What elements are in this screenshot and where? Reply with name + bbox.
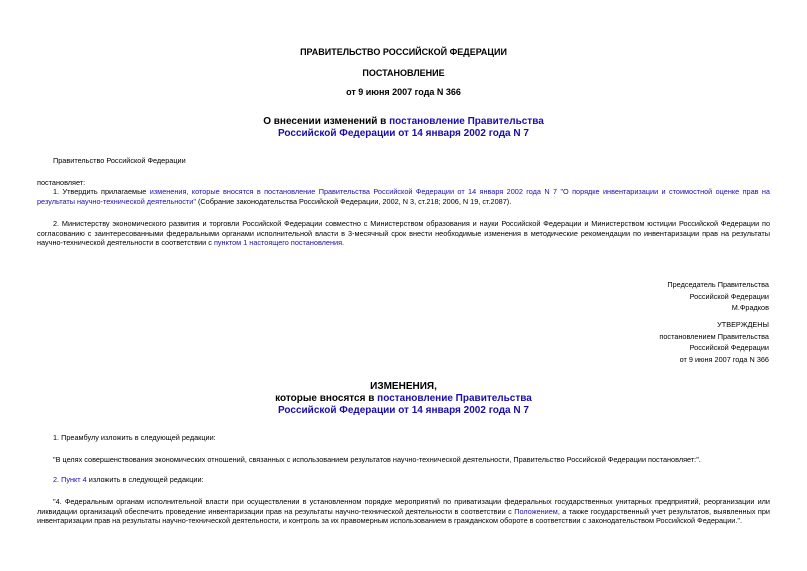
title-link-resolution-date[interactable]: Российской Федерации от 14 января 2002 года N 7 (278, 128, 529, 139)
item2-suffix: изложить в следующей редакции: (86, 475, 204, 484)
document-title (0, 116, 807, 140)
signature-org: Российской Федерации (689, 291, 769, 301)
signature-title: Председатель Правительства (667, 280, 769, 289)
quote2-link-regulation[interactable]: Положением (514, 506, 558, 516)
changes-sub-prefix: которые вносятся в (275, 393, 378, 404)
p2-link-item1[interactable]: пунктом 1 настоящего постановления (213, 238, 343, 248)
p1-suffix: (Собрание законодательства Российской Федерации, 2002, N 3, ст.218; 2006, N 19, ст.2087). (195, 196, 512, 206)
title-prefix: О внесении изменений в (263, 116, 390, 127)
approval-line-2: постановлением Правительства (659, 331, 769, 341)
p2-suffix: . (342, 238, 345, 248)
change-quote-2 (37, 497, 770, 526)
change-quote-1: "В целях совершенствования экономических отношений, связанных с использованием результатов научно-технической деятельности, Правительство Российской Федерации постановляет:". (53, 455, 701, 464)
p1-link-changes[interactable]: изменения, которые вносятся в постановление Правительства Российской Федерации от 14 января 2002 года N 7 "О порядке инвентаризации и стоимостной оценке прав на результаты научно-технической деятельности" (37, 187, 770, 206)
change-item-1: 1. Преамбулу изложить в следующей редакции: (53, 433, 216, 442)
p1-prefix: 1. Утвердить прилагаемые (53, 187, 150, 196)
approval-line-1: УТВЕРЖДЕНЫ (717, 320, 769, 329)
changes-link-resolution-date[interactable]: Российской Федерации от 14 января 2002 года N 7 (278, 405, 529, 416)
quote2-suffix: , а также государственный учет результатов, выявленных при инвентаризации прав на результаты научно-технической деятельности, и контроль за их правомерным использованием в гражданском обороте в соответствии с законодательством Российской Федерации.". (37, 506, 770, 526)
intro-text: Правительство Российской Федерации (53, 156, 186, 165)
paragraph-1 (37, 187, 770, 206)
approval-line-3: Российской Федерации (689, 343, 769, 352)
change-item-2 (53, 475, 204, 485)
changes-heading (0, 381, 807, 417)
doc-date-number: от 9 июня 2007 года N 366 (346, 87, 461, 97)
government-heading: ПРАВИТЕЛЬСТВО РОССИЙСКОЙ ФЕДЕРАЦИИ (300, 47, 507, 57)
changes-link-resolution[interactable]: постановление Правительства (377, 393, 532, 404)
quote2-prefix: "4. Федеральным органам исполнительной власти при осуществлении в установленном порядке мероприятий по приватизации федеральных государственных унитарных предприятий, реорганизации или ликвидации организаций обеспечить проведение инвентаризации прав на результаты научно-технической деятельности в соответствии с (37, 497, 770, 516)
approval-block (659, 319, 769, 365)
signature-block (667, 279, 769, 314)
item2-link-clause4[interactable]: 2. Пункт 4 (53, 475, 87, 484)
p2-prefix: 2. Министерству экономического развития и торговли Российской Федерации совместно с Министерством образования и науки Российской Федерации и Министерством юстиции Российской Федерации по согласованию с заинтересованными федеральными органами исполнительной власти в 3-месячный срок внести необходимые изменения в методические рекомендации по инвентаризации прав на результаты научно-технической деятельности в соответствии с (37, 219, 770, 248)
resolves-text: постановляет: (37, 178, 86, 187)
changes-title: ИЗМЕНЕНИЯ, (370, 381, 437, 392)
doc-type-heading: ПОСТАНОВЛЕНИЕ (362, 68, 445, 78)
paragraph-2 (37, 219, 770, 248)
title-link-resolution[interactable]: постановление Правительства (389, 116, 544, 127)
approval-line-4: от 9 июня 2007 года N 366 (679, 354, 769, 364)
signature-name: М.Фрадков (731, 303, 769, 312)
